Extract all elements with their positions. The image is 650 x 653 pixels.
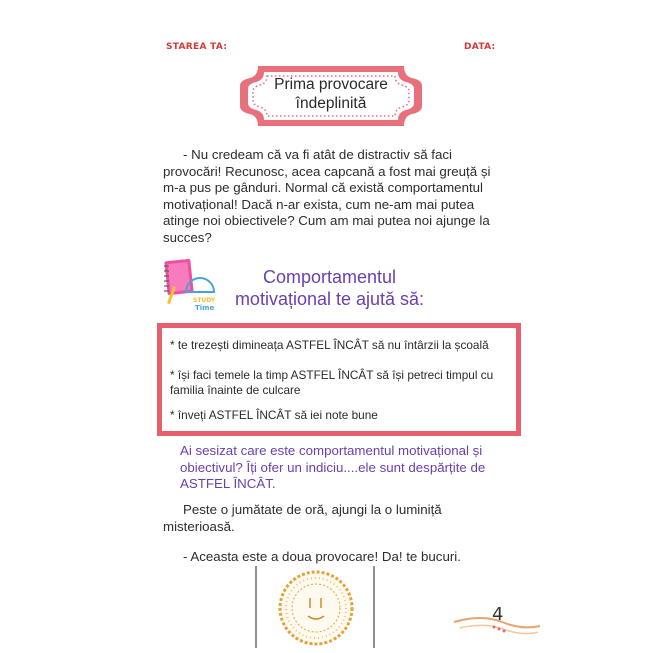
page-title [236,75,426,113]
title-line-2: îndeplinită [295,95,367,112]
study-time-logo [160,258,222,314]
examples-box [157,323,521,436]
intro-paragraph: - Nu credeam că va fi atât de distractiv să faci provocări! Recunosc, acea capcană a fost mai greuță și m-a pus pe gânduri. Normal că există comportamentul motivațional! Dacă n-ar exista, cum ne-am mai putea atinge noi obiectivele? Cum am mai putea noi ajunge la succes? [163,147,491,245]
section-heading [222,266,437,310]
mood-label: STAREA TA: [166,42,228,52]
dialogue-paragraph: - Aceasta este a doua provocare! Da! te bucuri. [183,549,461,564]
title-line-1: Prima provocare [274,76,388,93]
heading-line-2: motivațional te ajută să: [234,289,425,309]
heading-line-1: Comportamentul [262,267,397,287]
example-item: * înveți ASTFEL ÎNCÂT să iei note bune [170,408,378,422]
sun-face-icon [246,566,386,648]
example-item: * te trezești dimineața ASTFEL ÎNCÂT să nu întârzii la școală [170,338,489,352]
page-number: 4 [492,604,504,625]
title-frame [236,62,426,130]
svg-text:Time: Time [195,304,215,312]
glowing-light-illustration [246,566,386,648]
notebook-icon [160,258,222,314]
story-paragraph: Peste o jumătate de oră, ajungi la o luminiță misterioasă. [163,502,442,534]
example-item: * își faci temele la timp ASTFEL ÎNCÂT să își petreci timpul cu familia înainte de culcare [170,368,494,397]
hint-text: Ai sesizat care este comportamentul motivațional și obiectivul? Îți ofer un indiciu....ele sunt despărțite de ASTFEL ÎNCÂT. [180,443,486,491]
svg-text:STUDY: STUDY [193,297,216,304]
date-label: DATA: [464,42,496,52]
